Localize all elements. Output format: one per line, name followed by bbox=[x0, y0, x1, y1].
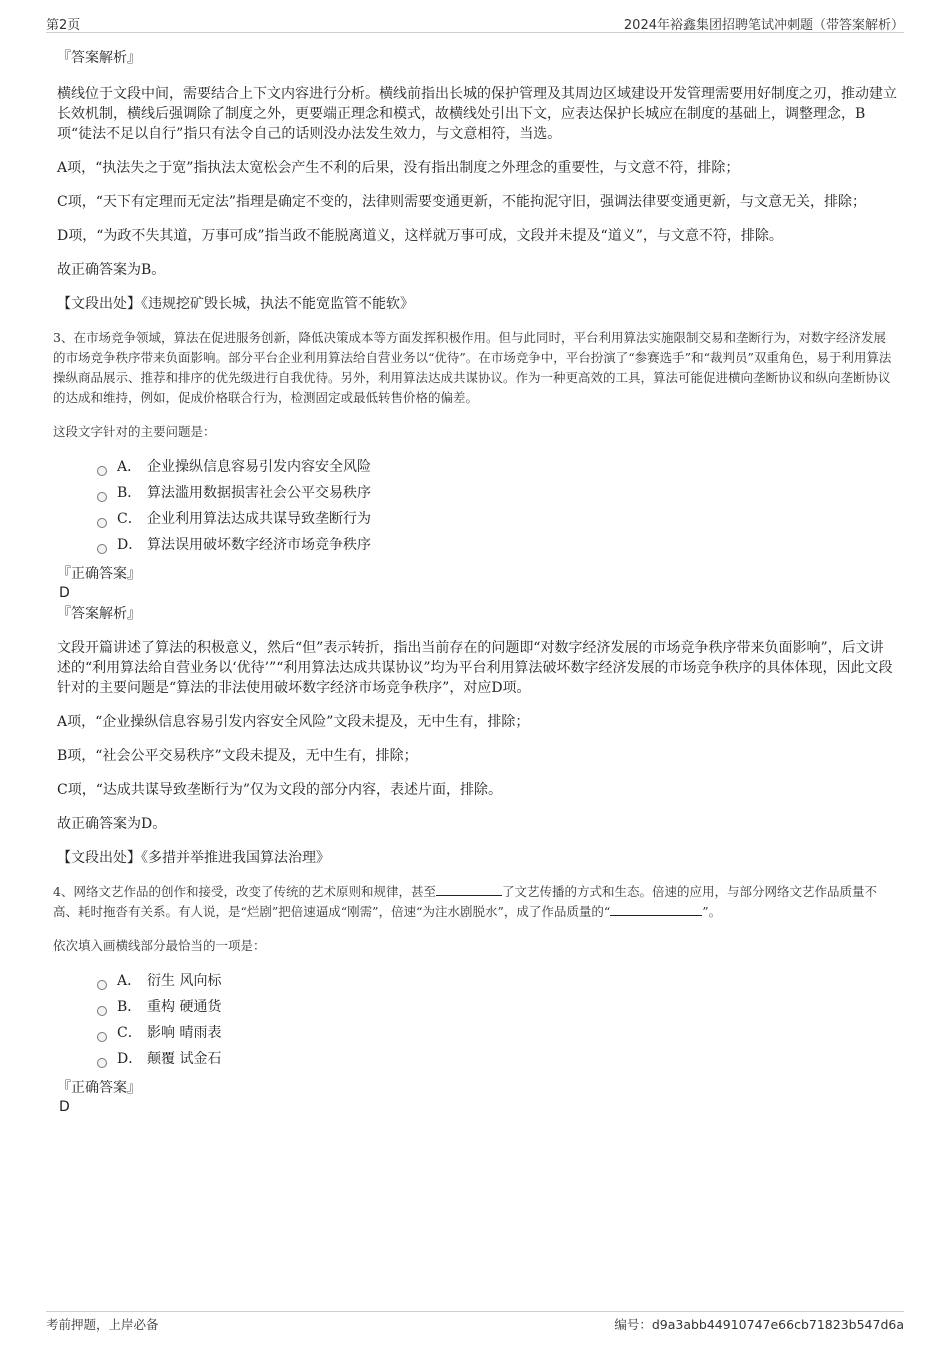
page-header bbox=[46, 12, 904, 33]
q2-source: 【文段出处】《违规挖矿毁长城，执法不能宽监管不能软》 bbox=[57, 296, 414, 312]
q3-item-b: B项，“社会公平交易秩序”文段未提及，无中生有，排除； bbox=[57, 748, 418, 764]
fill-blank-1 bbox=[436, 883, 502, 896]
q2-conclusion: 故正确答案为B。 bbox=[57, 262, 166, 278]
q3-analysis-label: 『答案解析』 bbox=[57, 606, 141, 622]
page-content bbox=[53, 44, 897, 1116]
radio-button[interactable] bbox=[97, 1006, 107, 1016]
q4-correct-answer: D bbox=[59, 1099, 70, 1115]
q4-option-a[interactable]: A． 衍生 风向标 bbox=[97, 968, 897, 994]
q3-question: 这段文字针对的主要问题是： bbox=[53, 424, 216, 439]
radio-button[interactable] bbox=[97, 544, 107, 554]
radio-button[interactable] bbox=[97, 492, 107, 502]
radio-button[interactable] bbox=[97, 466, 107, 476]
q4-stem: 4、网络文艺作品的创作和接受，改变了传统的艺术原则和规律，甚至 了文艺传播的方式和生态。倍速的应用，与部分网络文艺作品质量不高、耗时拖沓有关系。有人说，是“烂剧”把倍速逼成“刚需”，倍速“为注水剧脱水”，成了作品质量的“ ”。 bbox=[53, 884, 877, 919]
q3-option-d[interactable]: D． 算法误用破坏数字经济市场竞争秩序 bbox=[97, 532, 897, 558]
q2-analysis-label: 『答案解析』 bbox=[57, 50, 141, 66]
q2-analysis-text: 横线位于文段中间，需要结合上下文内容进行分析。横线前指出长城的保护管理及其周边区域建设开发管理需要用好制度之刃，推动建立长效机制，横线后强调除了制度之外，更要端正理念和模式，故横线处引出下文，应表达保护长城应在制度的基础上，调整理念，B项“徒法不足以自行”指只有法令自己的话则没办法发生效力，与文意相符，当选。 bbox=[57, 86, 897, 142]
q4-correct-label: 『正确答案』 bbox=[57, 1080, 141, 1096]
page-footer bbox=[46, 1311, 904, 1336]
q4-option-d[interactable]: D． 颠覆 试金石 bbox=[97, 1046, 897, 1072]
fill-blank-2 bbox=[610, 903, 702, 916]
q4-options bbox=[97, 968, 897, 1072]
q2-item-a: A项，“执法失之于宽”指执法太宽松会产生不利的后果，没有指出制度之外理念的重要性，与文意不符，排除； bbox=[57, 160, 740, 176]
q3-stem: 3、在市场竞争领域，算法在促进服务创新，降低决策成本等方面发挥积极作用。但与此同时，平台利用算法实施限制交易和垄断行为，对数字经济发展的市场竞争秩序带来负面影响。部分平台企业利用算法给自营业务以“优待”。在市场竞争中，平台扮演了“参赛选手”和“裁判员”双重角色，易于利用算法操纵商品展示、推荐和排序的优先级进行自我优待。另外，利用算法达成共谋协议。作为一种更高效的工具，算法可能促进横向垄断协议和纵向垄断协议的达成和维持，例如，促成价格联合行为，检测固定或最低转售价格的偏差。 bbox=[53, 330, 892, 405]
radio-button[interactable] bbox=[97, 1032, 107, 1042]
radio-button[interactable] bbox=[97, 518, 107, 528]
q2-item-d: D项，“为政不失其道，万事可成”指当政不能脱离道义，这样就万事可成，文段并未提及“道义”，与文意不符，排除。 bbox=[57, 228, 783, 244]
q3-option-c[interactable]: C． 企业利用算法达成共谋导致垄断行为 bbox=[97, 506, 897, 532]
footer-code: 编号：d9a3abb44910747e66cb71823b547d6a bbox=[614, 1317, 904, 1332]
q3-option-a[interactable]: A． 企业操纵信息容易引发内容安全风险 bbox=[97, 454, 897, 480]
q3-source: 【文段出处】《多措并举推进我国算法治理》 bbox=[57, 850, 330, 866]
q4-question: 依次填入画横线部分最恰当的一项是： bbox=[53, 938, 266, 953]
q4-option-b[interactable]: B． 重构 硬通货 bbox=[97, 994, 897, 1020]
page-number: 第2页 bbox=[46, 18, 81, 33]
radio-button[interactable] bbox=[97, 980, 107, 990]
document-title: 2024年裕鑫集团招聘笔试冲刺题（带答案解析） bbox=[623, 18, 904, 33]
q3-item-a: A项，“企业操纵信息容易引发内容安全风险”文段未提及，无中生有，排除； bbox=[57, 714, 530, 730]
q2-item-c: C项，“天下有定理而无定法”指理是确定不变的，法律则需要变通更新，不能拘泥守旧，强调法律要变通更新，与文意无关，排除； bbox=[57, 194, 867, 210]
q3-correct-label: 『正确答案』 bbox=[57, 566, 141, 582]
q3-conclusion: 故正确答案为D。 bbox=[57, 816, 167, 832]
radio-button[interactable] bbox=[97, 1058, 107, 1068]
q3-analysis-text: 文段开篇讲述了算法的积极意义，然后“但”表示转折，指出当前存在的问题即“对数字经济发展的市场竞争秩序带来负面影响”，后文讲述的“利用算法给自营业务以‘优待’”“利用算法达成共谋协议”均为平台利用算法破坏数字经济发展的市场竞争秩序的具体体现，因此文段针对的主要问题是“算法的非法使用破坏数字经济市场竞争秩序”，对应D项。 bbox=[57, 640, 893, 696]
q4-option-c[interactable]: C． 影响 晴雨表 bbox=[97, 1020, 897, 1046]
q3-option-b[interactable]: B． 算法滥用数据损害社会公平交易秩序 bbox=[97, 480, 897, 506]
q3-correct-answer: D bbox=[59, 585, 70, 601]
footer-slogan: 考前押题，上岸必备 bbox=[46, 1317, 159, 1332]
q3-options bbox=[97, 454, 897, 558]
q3-item-c: C项，“达成共谋导致垄断行为”仅为文段的部分内容，表述片面，排除。 bbox=[57, 782, 503, 798]
